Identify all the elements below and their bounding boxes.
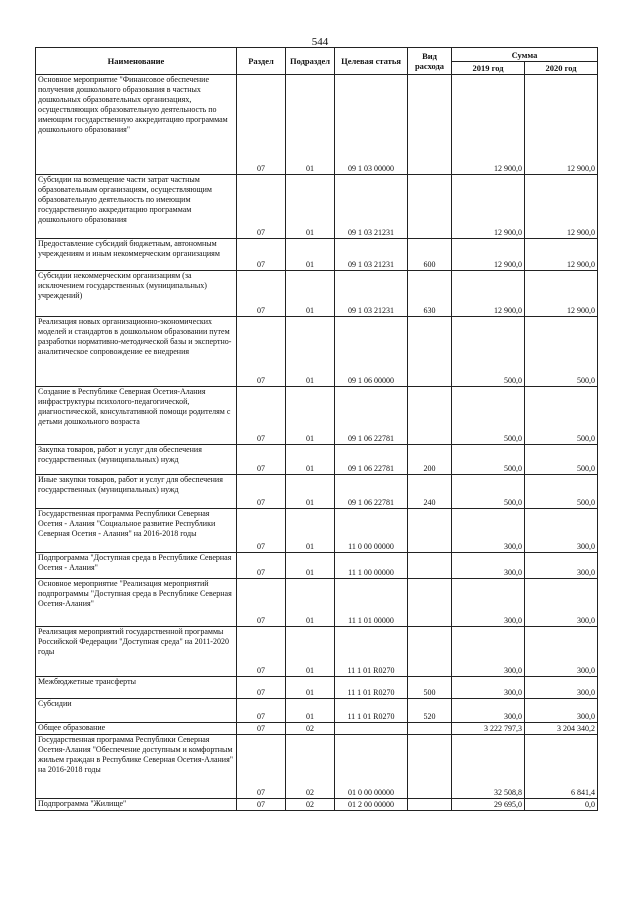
row-section: 07	[237, 317, 286, 387]
budget-table	[35, 47, 598, 811]
row-amount-2020: 300,0	[525, 509, 598, 553]
row-expense-type	[408, 723, 452, 735]
row-section: 07	[237, 699, 286, 723]
table-row	[36, 445, 598, 475]
row-amount-2019: 500,0	[452, 445, 525, 475]
row-amount-2020: 300,0	[525, 699, 598, 723]
row-expense-type	[408, 387, 452, 445]
row-amount-2019: 12 900,0	[452, 75, 525, 175]
row-target: 09 1 03 21231	[335, 175, 408, 239]
table-row	[36, 509, 598, 553]
row-amount-2020: 12 900,0	[525, 75, 598, 175]
row-subsection: 02	[286, 799, 335, 811]
row-amount-2019: 300,0	[452, 553, 525, 579]
row-expense-type	[408, 75, 452, 175]
row-name: Государственная программа Республики Северная Осетия - Алания "Социальное развитие Республики Северная Осетия - Алания" на 2016-2018 годы	[36, 509, 237, 553]
row-target: 09 1 06 22781	[335, 445, 408, 475]
row-amount-2020: 300,0	[525, 627, 598, 677]
row-target: 09 1 06 22781	[335, 387, 408, 445]
table-row	[36, 579, 598, 627]
row-amount-2020: 500,0	[525, 445, 598, 475]
row-name: Субсидии	[36, 699, 237, 723]
table-row	[36, 799, 598, 811]
row-expense-type: 630	[408, 271, 452, 317]
row-target: 09 1 03 00000	[335, 75, 408, 175]
row-subsection: 01	[286, 75, 335, 175]
row-expense-type: 520	[408, 699, 452, 723]
table-row	[36, 271, 598, 317]
row-name: Подпрограмма "Доступная среда в Республике Северная Осетия - Алания"	[36, 553, 237, 579]
row-amount-2019: 300,0	[452, 677, 525, 699]
table-row	[36, 317, 598, 387]
table-row	[36, 735, 598, 799]
row-target: 11 1 01 R0270	[335, 627, 408, 677]
row-name: Реализация мероприятий государственной программы Российской Федерации "Доступная среда" на 2011-2020 годы	[36, 627, 237, 677]
row-expense-type: 240	[408, 475, 452, 509]
row-amount-2019: 300,0	[452, 579, 525, 627]
page-number: 544	[311, 36, 329, 48]
row-section: 07	[237, 735, 286, 799]
row-subsection: 01	[286, 627, 335, 677]
row-section: 07	[237, 799, 286, 811]
table-row	[36, 175, 598, 239]
row-section: 07	[237, 271, 286, 317]
row-name: Государственная программа Республики Северная Осетия-Алания "Обеспечение доступным и комфортным жильем граждан в Республике Северная Осетия-Алания" на 2016-2018 годы	[36, 735, 237, 799]
row-target: 09 1 03 21231	[335, 271, 408, 317]
row-amount-2019: 12 900,0	[452, 175, 525, 239]
row-name: Общее образование	[36, 723, 237, 735]
row-subsection: 01	[286, 271, 335, 317]
row-amount-2019: 300,0	[452, 509, 525, 553]
row-amount-2020: 0,0	[525, 799, 598, 811]
row-expense-type	[408, 553, 452, 579]
row-name: Реализация новых организационно-экономических моделей и стандартов в дошкольном образовании путем разработки нормативно-методической базы и экспертно-аналитическое сопровождение ее внедрения	[36, 317, 237, 387]
row-amount-2020: 3 204 340,2	[525, 723, 598, 735]
row-target: 11 1 01 R0270	[335, 677, 408, 699]
row-expense-type	[408, 175, 452, 239]
row-subsection: 01	[286, 509, 335, 553]
row-section: 07	[237, 677, 286, 699]
header-year-2020: 2020 год	[525, 62, 598, 75]
row-target: 11 1 00 00000	[335, 553, 408, 579]
row-section: 07	[237, 553, 286, 579]
row-amount-2020: 300,0	[525, 579, 598, 627]
row-target	[335, 723, 408, 735]
row-section: 07	[237, 239, 286, 271]
row-expense-type	[408, 627, 452, 677]
header-expense-type: Вид расхода	[408, 48, 452, 75]
row-section: 07	[237, 627, 286, 677]
table-row	[36, 723, 598, 735]
row-subsection: 01	[286, 317, 335, 387]
row-amount-2019: 12 900,0	[452, 271, 525, 317]
row-amount-2019: 3 222 797,3	[452, 723, 525, 735]
row-expense-type: 600	[408, 239, 452, 271]
row-expense-type	[408, 509, 452, 553]
header-section: Раздел	[237, 48, 286, 75]
row-section: 07	[237, 75, 286, 175]
table-row	[36, 475, 598, 509]
row-subsection: 02	[286, 735, 335, 799]
row-subsection: 01	[286, 175, 335, 239]
row-target: 09 1 06 00000	[335, 317, 408, 387]
row-expense-type	[408, 579, 452, 627]
table-row	[36, 699, 598, 723]
row-amount-2019: 32 508,8	[452, 735, 525, 799]
row-amount-2020: 500,0	[525, 317, 598, 387]
row-name: Предоставление субсидий бюджетным, автономным учреждениям и иным некоммерческим организациям	[36, 239, 237, 271]
row-amount-2019: 300,0	[452, 627, 525, 677]
row-amount-2019: 500,0	[452, 475, 525, 509]
row-section: 07	[237, 175, 286, 239]
row-amount-2020: 6 841,4	[525, 735, 598, 799]
row-target: 11 1 01 R0270	[335, 699, 408, 723]
row-name: Создание в Республике Северная Осетия-Алания инфраструктуры психолого-педагогической, диагностической, консультативной помощи родителям с детьми дошкольного возраста	[36, 387, 237, 445]
row-amount-2019: 500,0	[452, 317, 525, 387]
header-subsection: Подраздел	[286, 48, 335, 75]
row-amount-2019: 29 695,0	[452, 799, 525, 811]
row-amount-2019: 12 900,0	[452, 239, 525, 271]
row-subsection: 01	[286, 445, 335, 475]
row-name: Основное мероприятие "Реализация мероприятий подпрограммы "Доступная среда в Республике Северная Осетия-Алания"	[36, 579, 237, 627]
row-amount-2020: 12 900,0	[525, 239, 598, 271]
row-subsection: 01	[286, 387, 335, 445]
table-row	[36, 75, 598, 175]
row-subsection: 01	[286, 553, 335, 579]
table-row	[36, 387, 598, 445]
row-amount-2020: 300,0	[525, 553, 598, 579]
row-section: 07	[237, 475, 286, 509]
row-subsection: 01	[286, 239, 335, 271]
table-row	[36, 627, 598, 677]
row-expense-type: 200	[408, 445, 452, 475]
row-amount-2020: 500,0	[525, 475, 598, 509]
row-section: 07	[237, 509, 286, 553]
header-year-2019: 2019 год	[452, 62, 525, 75]
row-amount-2019: 300,0	[452, 699, 525, 723]
row-section: 07	[237, 723, 286, 735]
row-section: 07	[237, 387, 286, 445]
row-section: 07	[237, 445, 286, 475]
table-row	[36, 239, 598, 271]
row-subsection: 02	[286, 723, 335, 735]
row-name: Основное мероприятие "Финансовое обеспечение получения дошкольного образования в частных дошкольных образовательных организациях, осуществляющих образовательную деятельность по имеющим государственную аккредитацию программам дошкольного образования"	[36, 75, 237, 175]
row-amount-2020: 500,0	[525, 387, 598, 445]
header-sum: Сумма	[452, 48, 598, 62]
row-subsection: 01	[286, 579, 335, 627]
row-expense-type: 500	[408, 677, 452, 699]
row-name: Иные закупки товаров, работ и услуг для обеспечения государственных (муниципальных) нужд	[36, 475, 237, 509]
row-target: 09 1 03 21231	[335, 239, 408, 271]
header-name: Наименование	[36, 48, 237, 75]
row-target: 01 0 00 00000	[335, 735, 408, 799]
row-expense-type	[408, 317, 452, 387]
row-section: 07	[237, 579, 286, 627]
row-name: Субсидии на возмещение части затрат частным образовательным организациям, осуществляющим образовательную деятельность по имеющим государственную аккредитацию программам дошкольного образования	[36, 175, 237, 239]
row-name: Подпрограмма "Жилище"	[36, 799, 237, 811]
row-target: 09 1 06 22781	[335, 475, 408, 509]
row-amount-2020: 12 900,0	[525, 175, 598, 239]
row-amount-2020: 12 900,0	[525, 271, 598, 317]
header-target: Целевая статья	[335, 48, 408, 75]
row-expense-type	[408, 799, 452, 811]
table-row	[36, 677, 598, 699]
table-header	[36, 48, 598, 75]
table-body	[36, 75, 598, 811]
row-target: 11 1 01 00000	[335, 579, 408, 627]
row-subsection: 01	[286, 475, 335, 509]
row-target: 11 0 00 00000	[335, 509, 408, 553]
row-name: Субсидии некоммерческим организациям (за исключением государственных (муниципальных) учреждений)	[36, 271, 237, 317]
table-row	[36, 553, 598, 579]
row-amount-2020: 300,0	[525, 677, 598, 699]
row-expense-type	[408, 735, 452, 799]
row-name: Межбюджетные трансферты	[36, 677, 237, 699]
row-name: Закупка товаров, работ и услуг для обеспечения государственных (муниципальных) нужд	[36, 445, 237, 475]
row-amount-2019: 500,0	[452, 387, 525, 445]
row-subsection: 01	[286, 677, 335, 699]
row-target: 01 2 00 00000	[335, 799, 408, 811]
row-subsection: 01	[286, 699, 335, 723]
